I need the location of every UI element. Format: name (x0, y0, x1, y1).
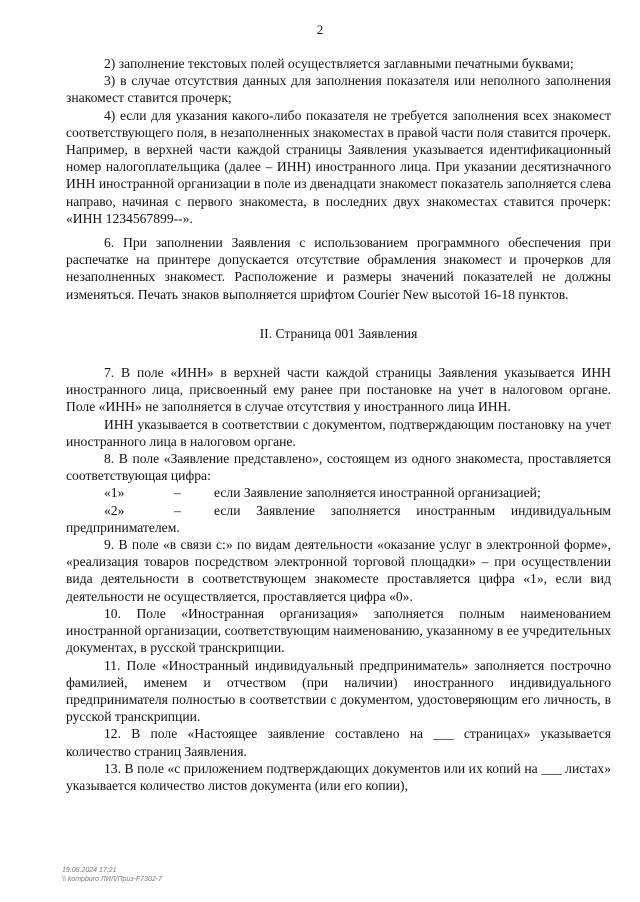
code-dash: – (174, 502, 181, 518)
code-value: «1» (104, 485, 125, 501)
paragraph-13: 13. В поле «с приложением подтверждающих документов или их копий на ___ листах» указывается количество листов документа (или его копии), (66, 760, 611, 793)
item-4: 4) если для указания какого-либо показателя не требуется заполнения всех знакомест соответствующего поля, в незаполненных знакоместах в правой части поля ставится прочерк. Например, в верхней части каждой страницы Заявления указывается идентификационный номер налогоплательщика (далее – ИНН) иностранного лица. При указании десятизначного ИНН иностранной организации в поле из двенадцати знакомест показатель заполняется слева направо, начиная с первого знакоместа, в последних двух знакоместах ставится прочерк: «ИНН 1234567899--». (66, 107, 611, 226)
footer-timestamp: 19.08.2024 17:21 (62, 867, 117, 874)
code-description: если Заявление заполняется иностранным индивидуальным (214, 502, 611, 518)
code-dash: – (174, 485, 181, 501)
paragraph-12: 12. В поле «Настоящее заявление составлено на ___ страницах» указывается количество страниц Заявления. (66, 726, 611, 759)
section-title: II. Страница 001 Заявления (259, 325, 418, 341)
code-value: «2» (104, 502, 125, 518)
item-3: 3) в случае отсутствия данных для заполнения показателя или неполного заполнения знакомест ставится прочерк; (66, 73, 611, 106)
code-option-1 (66, 484, 611, 501)
paragraph-7b: ИНН указывается в соответствии с документом, подтверждающим постановку на учет иностранного лица в налоговом органе. (66, 416, 611, 449)
footer-file-path: \\ kompburo ЛИЛ/Приз-F7302-7 (62, 876, 162, 883)
document-body (66, 55, 611, 794)
code-description: если Заявление заполняется иностранной организацией; (214, 485, 541, 501)
paragraph-10: 10. Поле «Иностранная организация» заполняется полным наименованием иностранной организации, соответствующим наименованию, указанному в ее учредительных документах, в русской транскрипции. (66, 605, 611, 656)
footer-stamp (62, 866, 162, 884)
item-2: 2) заполнение текстовых полей осуществляется заглавными печатными буквами; (104, 56, 574, 71)
paragraph-9: 9. В поле «в связи с:» по видам деятельности «оказание услуг в электронной форме», «реализация товаров посредством электронной торговой площадки» – при осуществлении вида деятельности в соответствующем знакоместе проставляется цифра «1», если вид деятельности не осуществляется, проставляется цифра «0». (66, 537, 611, 604)
paragraph-7: 7. В поле «ИНН» в верхней части каждой страницы Заявления указывается ИНН иностранного лица, присвоенный ему ранее при постановке на учет в налоговом органе. Поле «ИНН» не заполняется в случае отсутствия у иностранного лица ИНН. (66, 365, 611, 415)
page-number: 2 (316, 22, 324, 37)
paragraph-8: 8. В поле «Заявление представлено», состоящем из одного знакоместа, проставляется соответствующая цифра: (66, 451, 611, 484)
code-option-2 (66, 502, 611, 519)
paragraph-6: 6. При заполнении Заявления с использованием программного обеспечения при распечатке на принтере допускается отсутствие обрамления знакомест и прочерков для незаполненных знакомест. Расположение и размеры значений показателей не должны изменяться. Печать знаков выполняется шрифтом Courier New высотой 16-18 пунктов. (66, 235, 611, 302)
code-option-2-continuation: предпринимателем. (66, 519, 180, 535)
paragraph-11: 11. Поле «Иностранный индивидуальный предприниматель» заполняется построчно фамилией, именем и отчеством (при наличии) иностранного индивидуального предпринимателя полностью в соответствии с документом, удостоверяющим его личность, в русской транскрипции. (66, 657, 611, 725)
